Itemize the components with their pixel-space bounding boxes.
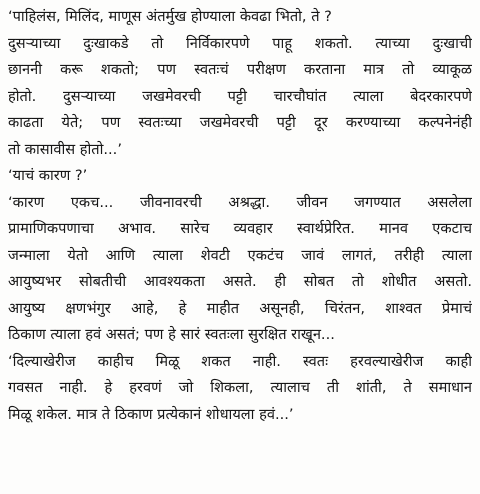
text-line: काढता येते; पण स्वतःच्या जखमेवरची पट्टी दूर करण्याच्या कल्पनेनंही <box>8 114 472 131</box>
text-line: जन्माला येतो आणि त्याला शेवटी एकटंच जावं लागतं, तरीही त्याला <box>8 246 472 264</box>
text-line: ‘याचं कारण ?’ <box>8 167 88 184</box>
text-line: ‘कारण एकच... जीवनावरची अश्रद्धा. जीवन जगण्यात असलेला <box>8 193 472 211</box>
text-line: ठिकाण त्याला हवं असतं; पण हे सारं स्वतःला सुरक्षित राखून... <box>8 326 335 343</box>
text-line: आयुष्य क्षणभंगुर आहे, हे माहीत असूनही, चिरंतन, शाश्वत प्रेमाचं <box>8 299 472 317</box>
text-line: आयुष्यभर सोबतीची आवश्यकता असते. ही सोबत तो शोधीत असतो. <box>8 273 472 290</box>
text-line: तो कासावीस होतो...’ <box>8 140 122 158</box>
text-line: ‘पाहिलंस, मिलिंद, माणूस अंतर्मुख होण्याला केवढा भितो, ते ? <box>8 8 332 25</box>
text-line: ‘दिल्याखेरीज काहीच मिळू शकत नाही. स्वतः हरवल्याखेरीज काही <box>8 352 472 370</box>
text-line: छाननी करू शकतो; पण स्वतःचं परीक्षण करताना मात्र तो व्याकूळ <box>8 61 472 78</box>
text-line: प्रामाणिकपणाचा अभाव. सारेच व्यवहार स्वार्थप्रेरित. मानव एकटाच <box>8 220 472 237</box>
text-line: मिळू शकेल. मात्र ते ठिकाण प्रत्येकानं शोधायला हवं...’ <box>8 405 294 423</box>
text-line: गवसत नाही. हे हरवणं जो शिकला, त्यालाच ती शांती, ते समाधान <box>8 379 472 396</box>
text-line: दुसऱ्याच्या दुःखाकडे तो निर्विकारपणे पाहू शकतो. त्याच्या दुःखाची <box>8 34 472 52</box>
text-line: होतो. दुसऱ्याच्या जखमेवरची पट्टी चारचौघांत त्याला बेदरकारपणे <box>8 87 472 105</box>
